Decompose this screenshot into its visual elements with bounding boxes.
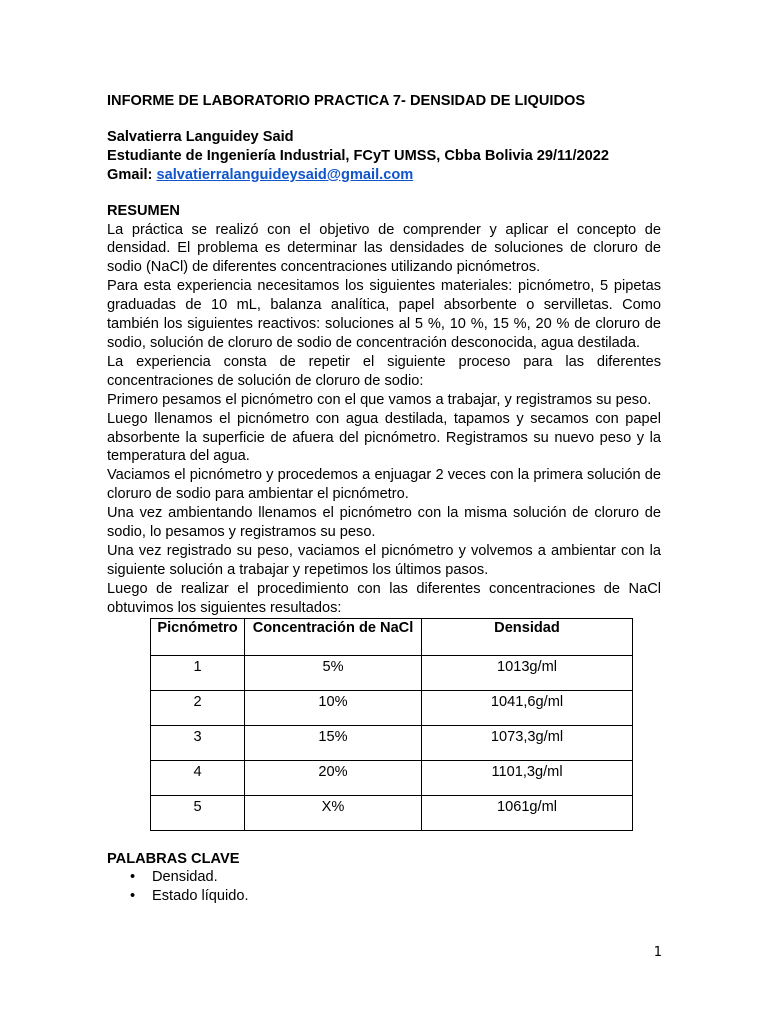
resumen-paragraph: La práctica se realizó con el objetivo de comprender y aplicar el concepto de densidad. El problema es determinar las densidades de soluciones de cloruro de sodio (NaCl) de diferentes concentraciones utilizando picnómetros. <box>107 221 661 276</box>
table-row <box>151 795 633 830</box>
cell-densidad: 1061g/ml <box>422 795 633 830</box>
resumen-paragraph: Luego llenamos el picnómetro con agua destilada, tapamos y secamos con papel absorbente la superficie de afuera del picnómetro. Registramos su nuevo peso y la temperatura del agua. <box>107 410 661 465</box>
cell-picnometro: 3 <box>151 725 245 760</box>
table-row <box>151 655 633 690</box>
page-number: 1 <box>653 945 662 960</box>
table-row <box>151 725 633 760</box>
cell-concentracion: 10% <box>245 690 422 725</box>
email-label: Gmail: <box>107 166 157 183</box>
author-name: Salvatierra Languidey Said <box>107 128 294 145</box>
header-picnometro: Picnómetro <box>151 618 245 655</box>
cell-densidad: 1101,3g/ml <box>422 760 633 795</box>
list-item: • Densidad. <box>152 868 661 887</box>
resumen-paragraph: Una vez ambientando llenamos el picnómetro con la misma solución de cloruro de sodio, lo pesamos y registramos su peso. <box>107 505 661 541</box>
report-title: INFORME DE LABORATORIO PRACTICA 7- DENSIDAD DE LIQUIDOS <box>107 93 586 109</box>
cell-concentracion: 15% <box>245 725 422 760</box>
header-concentracion: Concentración de NaCl <box>245 618 422 655</box>
cell-picnometro: 2 <box>151 690 245 725</box>
keywords-list <box>107 868 661 906</box>
cell-picnometro: 5 <box>151 795 245 830</box>
cell-concentracion: 5% <box>245 655 422 690</box>
email-link[interactable]: salvatierralanguideysaid@gmail.com <box>156 166 414 183</box>
table-row <box>151 690 633 725</box>
resumen-paragraph: Primero pesamos el picnómetro con el que vamos a trabajar, y registramos su peso. <box>107 391 652 408</box>
cell-densidad: 1073,3g/ml <box>422 725 633 760</box>
resumen-paragraph: Una vez registrado su peso, vaciamos el picnómetro y volvemos a ambientar con la siguiente solución a trabajar y repetimos los últimos pasos. <box>107 542 661 578</box>
author-email-line <box>107 166 661 185</box>
resumen-heading: RESUMEN <box>107 202 180 219</box>
resumen-body <box>107 221 661 618</box>
author-affiliation: Estudiante de Ingeniería Industrial, FCyT UMSS, Cbba Bolivia 29/11/2022 <box>107 147 610 164</box>
table-header-row <box>151 618 633 655</box>
table-row <box>151 760 633 795</box>
cell-concentracion: 20% <box>245 760 422 795</box>
author-block <box>107 128 661 185</box>
cell-concentracion: X% <box>245 795 422 830</box>
cell-densidad: 1013g/ml <box>422 655 633 690</box>
results-table <box>150 618 633 831</box>
cell-picnometro: 1 <box>151 655 245 690</box>
document-content <box>107 92 661 906</box>
resumen-paragraph: Luego de realizar el procedimiento con las diferentes concentraciones de NaCl obtuvimos los siguientes resultados: <box>107 580 661 616</box>
header-densidad: Densidad <box>422 618 633 655</box>
cell-densidad: 1041,6g/ml <box>422 690 633 725</box>
resumen-paragraph: Para esta experiencia necesitamos los siguientes materiales: picnómetro, 5 pipetas graduadas de 10 mL, balanza analítica, papel absorbente o servilletas. Como también los siguientes reactivos: soluciones al 5 %, 10 %, 15 %, 20 % de cloruro de sodio, solución de cloruro de sodio de concentración desconocida, agua destilada. <box>107 278 661 351</box>
resumen-paragraph: La experiencia consta de repetir el siguiente proceso para las diferentes concentraciones de solución de cloruro de sodio: <box>107 353 661 389</box>
resumen-paragraph: Vaciamos el picnómetro y procedemos a enjuagar 2 veces con la primera solución de cloruro de sodio para ambientar el picnómetro. <box>107 467 661 503</box>
list-item: • Estado líquido. <box>152 887 661 906</box>
keywords-heading: PALABRAS CLAVE <box>107 850 240 867</box>
cell-picnometro: 4 <box>151 760 245 795</box>
